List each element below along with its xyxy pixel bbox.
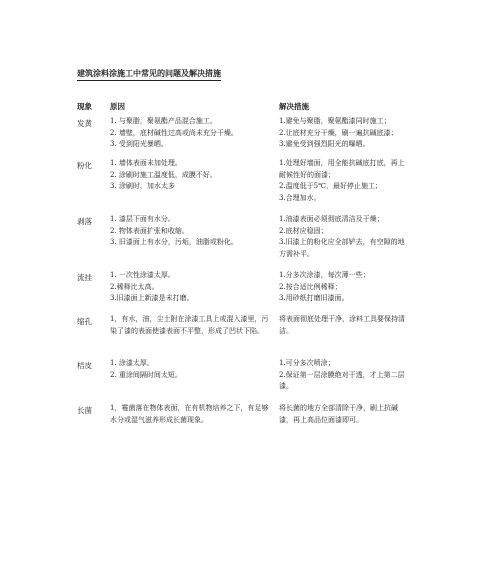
header-solution: 解决措施 bbox=[279, 102, 309, 111]
row-cause: 1. 涂漆太厚。 2. 重涂间隔时间太短。 bbox=[110, 359, 182, 379]
row-name: 发黄 bbox=[77, 119, 92, 128]
header-cause: 原因 bbox=[110, 102, 125, 111]
row-cause: 1. 墙体表面未加处理。 2. 涂刷时施工温度低，成膜不好。 3. 涂刷时，加水太多 bbox=[110, 159, 217, 190]
row-solution: 1.油漆表面必须彻底清洁及干燥； 2.底材应稳固； 3.旧漆上的粉化应全部铲去，有空隙的地方需补平。 bbox=[279, 215, 405, 258]
row-solution: 将表面彻底处理干净，涂料工具要保持清洁。 bbox=[279, 315, 405, 335]
row-name: 粉化 bbox=[77, 161, 92, 170]
row-solution: 将长菌的地方全部清除干净，刷上抗碱漆，再上高品位面漆即可。 bbox=[279, 404, 398, 424]
row-cause: 1，有水，油，尘土附在涂漆工具上或混入漆里，污染了漆的表面使漆表面不平整，形成了凹状下陷。 bbox=[110, 315, 269, 335]
row-solution: 1.处理好墙面，用全能抗碱底打底，再上耐候性好的面漆； 2.温度低于5℃，最好停止施工； 3.合理加水。 bbox=[279, 159, 405, 202]
row-cause: 1. 一次性涂漆太厚。 2.稀释比太高。 3.旧漆面上新漆是未打磨。 bbox=[110, 271, 194, 302]
header-phenomenon: 现象 bbox=[77, 102, 92, 111]
row-solution: 1.避免与聚脂，聚氨酯漆同时施工； 2.让底材充分干燥，刷一遍抗碱底漆； 3.避免受到强烈阳光的曝晒。 bbox=[279, 117, 398, 148]
document-title: 建筑涂料涂施工中常见的问题及解决措施 bbox=[77, 68, 221, 81]
row-solution: 1.分多次涂漆，每次薄一些； 2.按合适比例稀释； 3.用砂纸打磨旧漆面。 bbox=[279, 271, 370, 302]
row-name: 流挂 bbox=[77, 273, 92, 282]
row-name: 桔皮 bbox=[77, 361, 92, 370]
row-name: 缩孔 bbox=[77, 317, 92, 326]
row-solution: 1.可分多次喷涂； 2.保证第一层涂膜绝对干透，才上第二层漆。 bbox=[279, 359, 405, 390]
row-cause: 1. 与聚脂，聚氨酯产品混合施工。 2. 墙壁，底材碱性过高或尚未充分干燥。 3. 受到阳光暴晒。 bbox=[110, 117, 238, 148]
row-name: 长菌 bbox=[77, 406, 92, 415]
row-cause: 1. 漆层下面有水分。 2. 物体表面扩张和收缩。 3. 旧漆面上有水分，污垢，油脂或粉化。 bbox=[110, 215, 238, 246]
row-name: 剥落 bbox=[77, 217, 92, 226]
row-cause: 1，霉菌落在物体表面，在有机物培养之下，有足够水分或湿气滋养形成长菌现象。 bbox=[110, 404, 269, 424]
